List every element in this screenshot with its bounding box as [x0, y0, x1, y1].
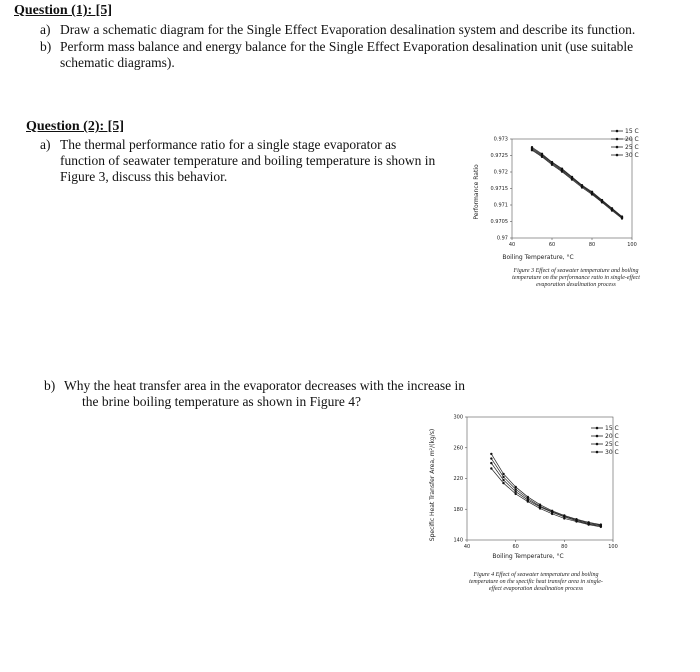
data-point: [563, 517, 565, 519]
question-1b-text-line1: Perform mass balance and energy balance for the Single Effect Evaporation desalination unit (use suitable: [60, 39, 634, 54]
data-point: [502, 473, 504, 475]
x-tick-label: 80: [588, 242, 596, 248]
y-tick-label: 0.97: [496, 235, 508, 242]
y-tick-label: 0.972: [493, 169, 508, 176]
data-point: [514, 490, 516, 492]
x-tick-label: 40: [463, 544, 471, 550]
x-tick-label: 60: [548, 242, 556, 248]
question-1b-label: b): [40, 39, 52, 54]
data-point: [539, 507, 541, 509]
y-tick-label: 0.973: [493, 136, 508, 143]
figure-3-caption-line3: evaporation desalination process: [536, 282, 616, 288]
question-1a-label: a): [40, 22, 51, 37]
data-point: [514, 486, 516, 488]
figure-4-caption-line1: Figure 4 Effect of seawater temperature and boiling: [473, 572, 599, 578]
data-point: [575, 520, 577, 522]
x-tick-label: 100: [608, 544, 618, 550]
data-point: [490, 462, 492, 464]
legend-marker: [596, 443, 599, 446]
x-tick-label: 40: [508, 242, 516, 248]
y-tick-label: 220: [453, 476, 463, 482]
question-2b-text-line1: Why the heat transfer area in the evaporator decreases with the increase in: [64, 378, 466, 393]
figure-3-caption-line2: temperature on the performance ratio in single-effect: [512, 275, 640, 281]
question-2a-text-line3: Figure 3, discuss this behavior.: [60, 169, 228, 184]
y-tick-label: 140: [453, 537, 463, 544]
legend-label: 20 C: [605, 433, 619, 440]
series-line-2: [491, 463, 600, 526]
figure-4-xlabel: Boiling Temperature, °C: [492, 553, 564, 560]
data-point: [502, 479, 504, 481]
question-2a-text-line2: function of seawater temperature and boiling temperature is shown in: [60, 153, 436, 168]
y-tick-label: 260: [453, 445, 463, 452]
legend-label: 15 C: [605, 425, 619, 432]
y-tick-label: 180: [453, 506, 463, 513]
y-tick-label: 0.9725: [490, 153, 508, 159]
y-tick-label: 0.9715: [490, 186, 508, 192]
figure-3-caption-line1: Figure 3 Effect of seawater temperature and boiling: [513, 268, 639, 274]
question-1b-text-line2: schematic diagrams).: [60, 55, 175, 70]
data-point: [514, 488, 516, 490]
data-point: [502, 476, 504, 478]
question-1a-text: Draw a schematic diagram for the Single Effect Evaporation desalination system and describe its function.: [60, 22, 636, 37]
data-point: [490, 453, 492, 455]
y-tick-label: 0.971: [493, 202, 508, 209]
y-tick-label: 0.9705: [490, 219, 508, 225]
legend-marker: [596, 451, 599, 454]
question-2b-label: b): [44, 378, 56, 393]
legend-marker: [596, 435, 599, 438]
figure-3-xlabel: Boiling Temperature, °C: [502, 254, 574, 261]
data-point: [490, 457, 492, 459]
data-point: [490, 467, 492, 469]
legend-label: 15 C: [625, 128, 639, 135]
question-2a-label: a): [40, 137, 51, 152]
plot-frame: [467, 417, 613, 540]
legend-label: 30 C: [605, 449, 619, 456]
series-line-0: [491, 454, 600, 525]
legend-label: 25 C: [625, 144, 639, 151]
figure-4-caption-line3: effect evaporation desalination process: [488, 586, 584, 592]
figure-4-caption-line2: temperature on the specific heat transfer area in single-: [469, 579, 603, 585]
data-point: [600, 526, 602, 528]
question-1-title: Question (1): [5]: [14, 3, 112, 18]
data-point: [587, 523, 589, 525]
x-tick-label: 60: [512, 544, 519, 550]
series-line-1: [491, 459, 600, 526]
x-tick-label: 100: [627, 242, 637, 248]
data-point: [502, 482, 504, 484]
series-line-3: [491, 469, 600, 527]
question-2-title: Question (2): [5]: [26, 119, 124, 134]
legend-label: 30 C: [625, 152, 639, 159]
y-tick-label: 300: [453, 414, 463, 421]
figure-3-ylabel: Performance Ratio: [473, 164, 480, 220]
x-tick-label: 80: [561, 544, 568, 550]
question-2b-text-line2: the brine boiling temperature as shown in Figure 4?: [82, 394, 361, 409]
legend-label: 25 C: [605, 441, 619, 448]
legend-marker: [596, 427, 599, 430]
question-2a-text-line1: The thermal performance ratio for a single stage evaporator as: [60, 137, 397, 152]
figure-4-ylabel: Specific Heat Transfer Area, m²/(kg/s): [429, 428, 436, 542]
data-point: [514, 493, 516, 495]
data-point: [527, 500, 529, 502]
legend-label: 20 C: [625, 136, 639, 143]
data-point: [551, 513, 553, 515]
